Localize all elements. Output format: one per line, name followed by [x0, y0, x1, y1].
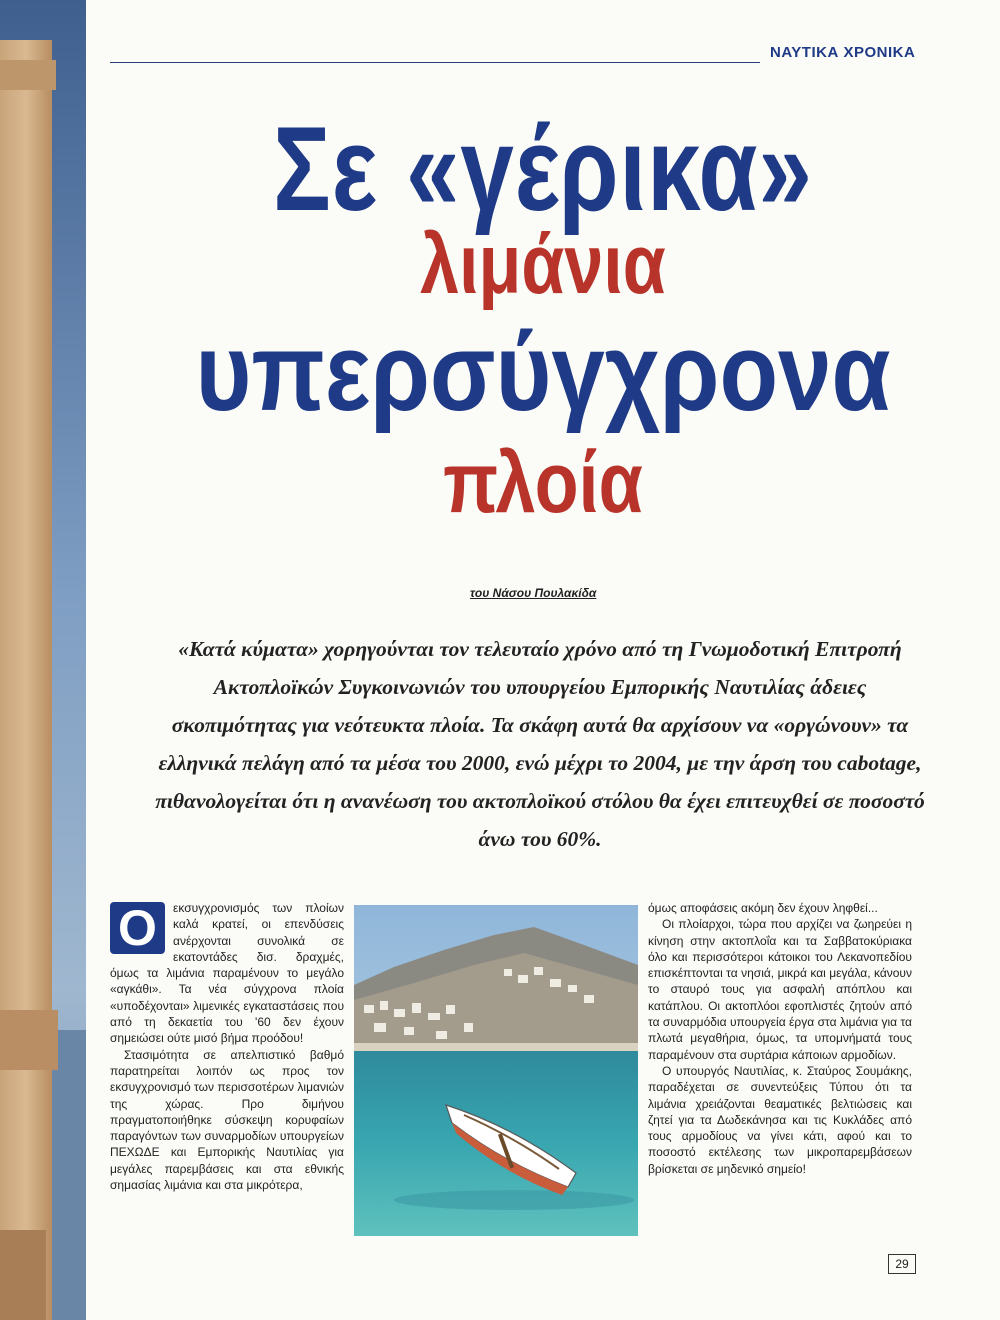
byline: του Νάσου Πουλακίδα [470, 586, 597, 600]
lede-paragraph: «Κατά κύματα» χορηγούνται τον τελευταίο χρόνο από τη Γνωμοδοτική Επιτροπή Ακτοπλοϊκών Συγκοινωνιών του υπουργείου Εμπορικής Ναυτιλίας άδειες σκοπιμότητας για νεότευκτα πλοία. Τα σκάφη αυτά θα αρχίσουν να «οργώνουν» τα ελληνικά πελάγη από τα μέσα του 2000, ενώ μέχρι το 2004, με την άρση του cabotage, πιθανολογείται ότι η ανανέωση του ακτοπλοϊκού στόλου θα έχει επιτευχθεί σε ποσοστό άνω του 60%. [155, 637, 925, 851]
section-title: ΝΑΥΤΙΚΑ ΧΡΟΝΙΚΑ [770, 44, 916, 61]
harbor-boat-photo [354, 905, 638, 1236]
body-column-3 [648, 900, 912, 1177]
body-paragraph: Στασιμότητα σε απελπιστικό βαθμό παρατηρείται λοιπόν ως προς τον εκσυγχρονισμό των περισσοτέρων λιμανιών της χώρας. Προ διμήνου πραγματοποιήθηκε σύσκεψη κορυφαίων παραγόντων των συναρμοδίων υπουργείων ΠΕΧΩΔΕ και Εμπορικής Ναυτιλίας για μεγάλες παρεμβάσεις και στα εθνικής σημασίας λιμάνια και στα μικρότερα, [110, 1047, 344, 1193]
column-ruin-image [0, 0, 86, 1320]
drop-cap: Ο [110, 902, 165, 954]
body-paragraph: όμως αποφάσεις ακόμη δεν έχουν ληφθεί... [648, 901, 878, 915]
body-paragraph: Ο υπουργός Ναυτιλίας, κ. Σταύρος Σουμάκης, παραδέχεται σε συνεντεύξεις Τύπου ότι τα λιμάνια χρειάζονται θεαματικές βελτιώσεις και ζητεί για τα Δωδεκάνησα και τις Κυκλάδες από τους αρμοδίους να γίνει κάτι, αφού και το ποσοστό εκτέλεσης των μικροπαρεμβάσεων βρίσκεται σε μηδενικό σημείο! [648, 1063, 912, 1176]
headline-line-2: λιμάνια [420, 217, 666, 311]
headline-line-4: πλοία [443, 435, 643, 532]
headline-line-1: Σε «γέρικα» [273, 102, 813, 237]
left-edge-photo [0, 0, 86, 1320]
body-column-1 [110, 900, 344, 1193]
body-paragraph: Οι πλοίαρχοι, τώρα που αρχίζει να ζωηρεύει η κίνηση στην ακτοπλοΐα και τα Σαββατοκύριακα όλο και περισσότεροι κάτοικοι του Λεκανοπεδίου επισκέπτονται τα νησιά, μικρά και μεγάλα, κάνουν το σταυρό τους για ασφαλή απόπλου και κατάπλου. Οι ακτοπλόοι εφοπλιστές ζητούν από τα συναρμόδια υπουργεία έργα στα λιμάνια για τα πλωτά μεγαθήρια, όμως, τα υπομνήματά τους παραμένουν στα συρτάρια κάποιων αρμοδίων. [648, 917, 912, 1062]
harbor-boat-image [354, 905, 638, 1236]
header-rule [110, 62, 760, 63]
headline-line-3: υπερσύγχρονα [195, 311, 891, 435]
page-number: 29 [888, 1254, 916, 1274]
body-paragraph: εκσυγχρονισμός των πλοίων καλά κρατεί, οι επενδύσεις ανέρχονται συνολικά σε εκατοντάδες δισ. δραχμές, όμως τα λιμάνια παραμένουν το μεγάλο «αγκάθι». Τα νέα σύγχρονα πλοία «υποδέχονται» λιμενικές εγκαταστάσεις που από τη δεκαετία του '60 δεν έχουν σημειώσει ούτε μισό βήμα προόδου! [110, 901, 344, 1046]
